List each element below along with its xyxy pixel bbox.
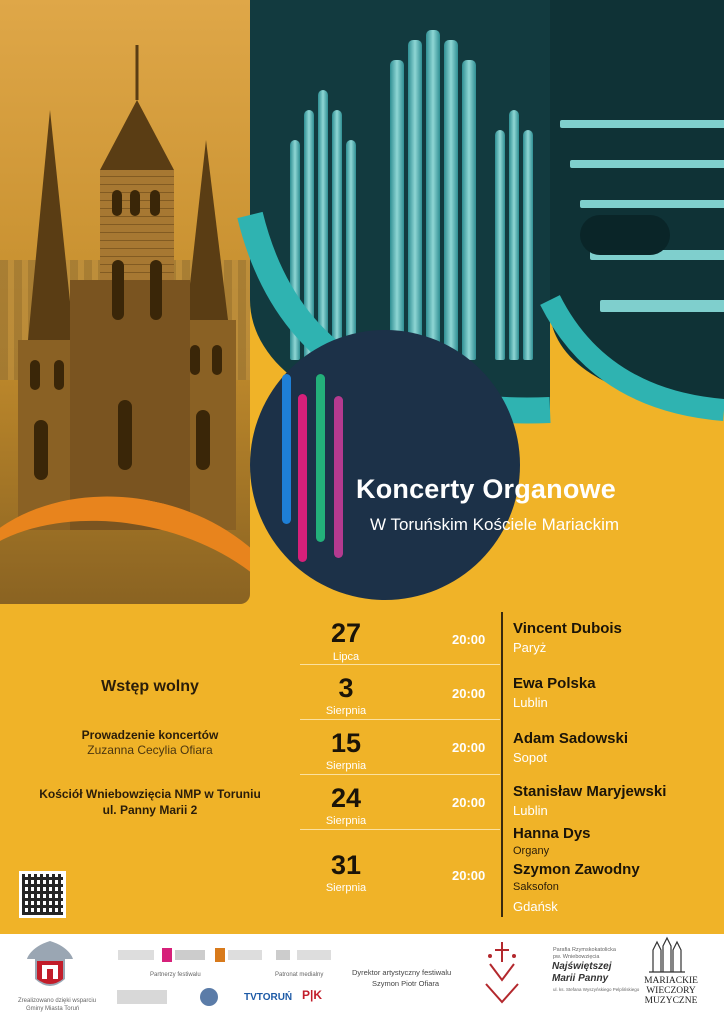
venue-line1: Kościół Wniebowzięcia NMP w Toruniu bbox=[39, 787, 261, 801]
magenta-pipe-icon bbox=[334, 396, 343, 558]
concert-month: Lipca bbox=[332, 651, 360, 663]
performer-name: Hanna Dys bbox=[513, 825, 591, 842]
performer-city: Lublin bbox=[513, 695, 548, 710]
director-label: Dyrektor artystyczny festiwalu bbox=[352, 968, 452, 977]
concert-time: 20:00 bbox=[452, 795, 486, 810]
row-divider bbox=[300, 829, 500, 830]
concert-day: 24 bbox=[330, 783, 362, 813]
row-divider bbox=[300, 664, 500, 665]
partner-logo bbox=[297, 950, 331, 960]
venue-info bbox=[0, 786, 300, 818]
performer-name: Ewa Polska bbox=[513, 675, 596, 692]
parish-emblem-icon bbox=[480, 940, 524, 1010]
venue-line2: ul. Panny Marii 2 bbox=[102, 803, 198, 817]
parish-line1: Parafia Rzymskokatolicka bbox=[553, 947, 616, 953]
concert-time: 20:00 bbox=[452, 632, 486, 647]
performer-role: Saksofon bbox=[513, 881, 559, 893]
partner-logo-icon bbox=[215, 948, 225, 962]
performer-name: Adam Sadowski bbox=[513, 730, 629, 747]
organ-logo-circle bbox=[250, 330, 520, 600]
concert-day: 15 bbox=[330, 728, 362, 758]
partners-label: Partnerzy festiwalu bbox=[150, 972, 201, 978]
pik-logo: P|K bbox=[302, 988, 323, 1002]
coat-caption1: Zrealizowano dzięki wsparciu bbox=[18, 998, 97, 1004]
coat-caption2: Gminy Miasta Toruń bbox=[26, 1006, 80, 1012]
concert-day: 31 bbox=[330, 850, 362, 880]
partner-logo bbox=[118, 950, 154, 960]
partner-logo-icon bbox=[162, 948, 172, 962]
torun-coat-of-arms-icon bbox=[25, 939, 75, 995]
performer-name: Stanisław Maryjewski bbox=[513, 783, 667, 800]
qr-code[interactable] bbox=[19, 871, 66, 918]
parish-small: ul. ks. Stefana Wyszyńskiego Pelplińskiego bbox=[553, 987, 640, 992]
free-entry-label: Wstęp wolny bbox=[101, 678, 199, 695]
host-info bbox=[0, 727, 300, 757]
performer-city: Lublin bbox=[513, 803, 548, 818]
partner-logo bbox=[117, 990, 167, 1004]
parish-line2: pw. Wniebowzięcia bbox=[553, 954, 600, 960]
concert-time: 20:00 bbox=[452, 686, 486, 701]
performer-city: Sopot bbox=[513, 750, 547, 765]
concert-time: 20:00 bbox=[452, 740, 486, 755]
partner-logo-icon bbox=[200, 988, 218, 1006]
concert-month: Sierpnia bbox=[325, 882, 367, 894]
sponsor-footer bbox=[0, 934, 724, 1024]
concert-day: 27 bbox=[330, 618, 362, 648]
performer-role: Organy bbox=[513, 845, 550, 857]
partner-logo bbox=[175, 950, 205, 960]
festival-church-icon bbox=[647, 936, 687, 974]
host-name: Zuzanna Cecylia Ofiara bbox=[87, 743, 213, 757]
performer-name: Vincent Dubois bbox=[513, 620, 622, 637]
row-divider bbox=[300, 774, 500, 775]
parish-big2: Marii Panny bbox=[552, 973, 609, 984]
performer-name: Szymon Zawodny bbox=[513, 861, 640, 878]
pink-pipe-icon bbox=[298, 394, 307, 562]
green-pipe-icon bbox=[316, 374, 325, 542]
page-title: Koncerty Organowe bbox=[356, 474, 616, 504]
concert-month: Sierpnia bbox=[325, 815, 367, 827]
page-subtitle: W Toruńskim Kościele Mariackim bbox=[370, 515, 620, 534]
concert-day: 3 bbox=[338, 673, 354, 703]
concert-month: Sierpnia bbox=[325, 760, 367, 772]
performer-city: Paryż bbox=[513, 640, 547, 655]
parish-big1: Najświętszej bbox=[552, 961, 612, 972]
blue-pipe-icon bbox=[282, 374, 291, 524]
media-label: Patronat medialny bbox=[275, 972, 324, 978]
concert-month: Sierpnia bbox=[325, 705, 367, 717]
partner-logo bbox=[276, 950, 290, 960]
partner-logo bbox=[228, 950, 262, 960]
schedule-divider bbox=[501, 612, 503, 917]
performer-city: Gdańsk bbox=[513, 899, 558, 914]
festival-logo-text: MARIACKIE WIECZORY MUZYCZNE bbox=[644, 976, 698, 1006]
row-divider bbox=[300, 719, 500, 720]
host-label: Prowadzenie koncertów bbox=[81, 728, 219, 742]
concert-time: 20:00 bbox=[452, 868, 486, 883]
director-name: Szymon Piotr Ofiara bbox=[372, 979, 440, 988]
tvtorun-logo: TVTORUŃ bbox=[244, 992, 293, 1003]
